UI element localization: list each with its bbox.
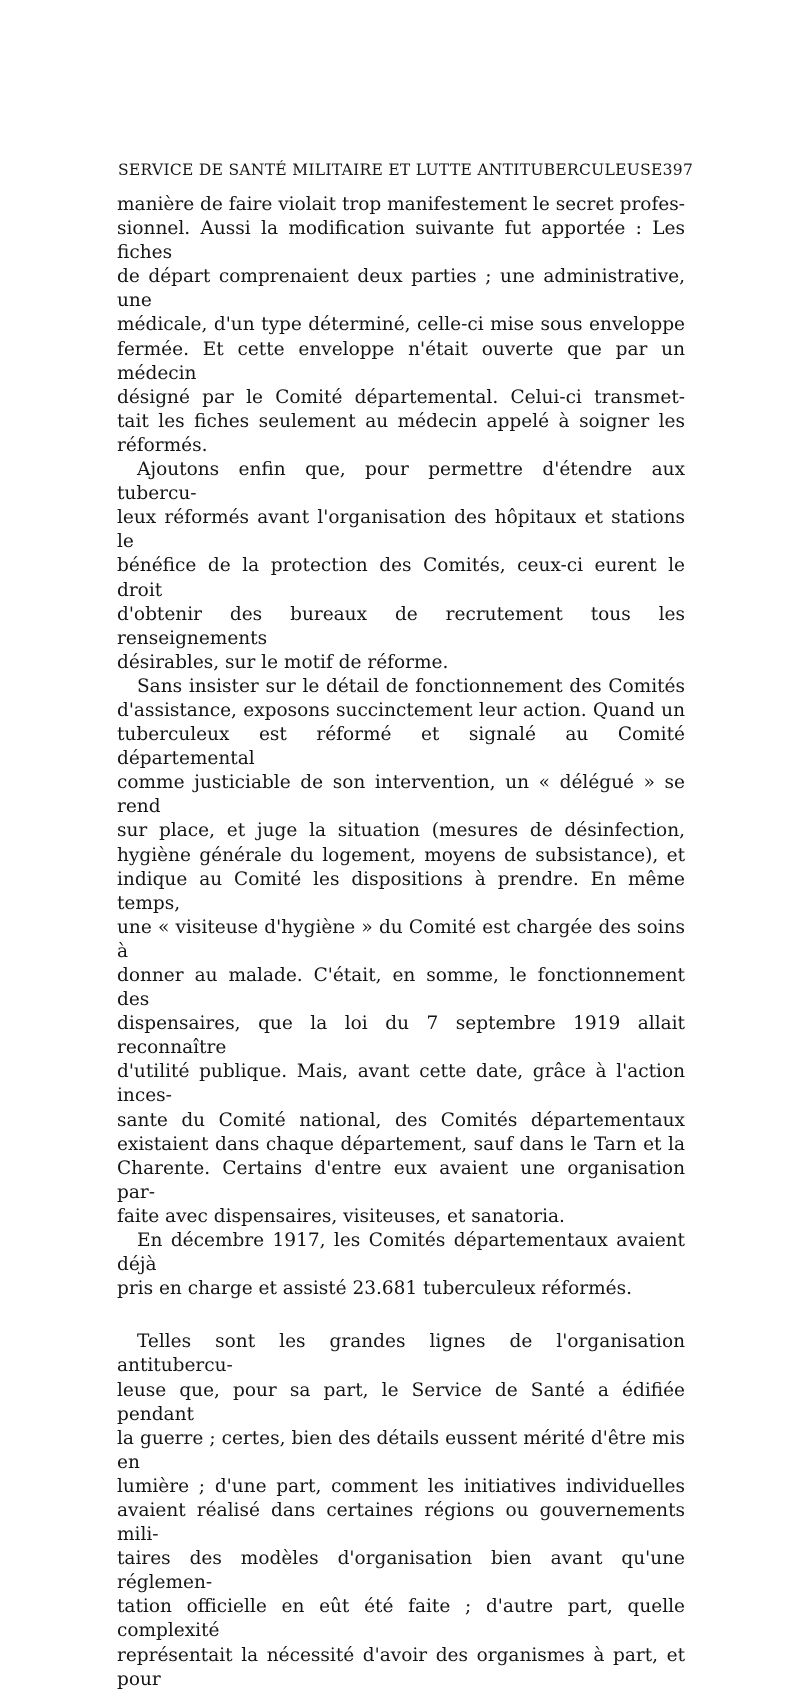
text-line: de départ comprenaient deux parties ; une administrative, une — [117, 266, 685, 312]
text-line: tuberculeux est réformé et signalé au Comité départemental — [117, 724, 685, 770]
text-line: Telles sont les grandes lignes de l'organisation antitubercu- — [117, 1331, 685, 1377]
text-line: leuse que, pour sa part, le Service de Santé a édifiée pendant — [117, 1379, 685, 1425]
text-line: d'obtenir des bureaux de recrutement tous les renseignements — [117, 603, 685, 649]
text-line: En décembre 1917, les Comités départementaux avaient déjà — [117, 1230, 685, 1276]
text-line: représentait la nécessité d'avoir des organismes à part, et pour — [117, 1644, 685, 1690]
text-line: leux réformés avant l'organisation des hôpitaux et stations le — [117, 507, 685, 553]
text-line: désirables, sur le motif de réforme. — [117, 651, 449, 673]
text-line: lumière ; d'une part, comment les initiatives individuelles — [117, 1475, 685, 1497]
text-line: Sans insister sur le détail de fonctionnement des Comités — [137, 675, 685, 697]
paragraph — [117, 1330, 685, 1691]
text-line: d'utilité publique. Mais, avant cette date, grâce à l'action inces- — [117, 1061, 685, 1107]
section-gap — [117, 1301, 685, 1330]
text-line: comme justiciable de son intervention, un « délégué » se rend — [117, 772, 685, 818]
text-line: manière de faire violait trop manifestement le secret profes- — [117, 194, 685, 215]
page-number: 397 — [662, 161, 694, 179]
running-title: SERVICE DE SANTÉ MILITAIRE ET LUTTE ANTITUBERCULEUSE — [118, 161, 663, 179]
text-line: médicale, d'un type déterminé, celle-ci mise sous enveloppe — [117, 314, 685, 336]
text-line: une « visiteuse d'hygiène » du Comité est chargée des soins à — [117, 916, 685, 962]
text-line: réformés. — [117, 434, 208, 456]
paragraph — [117, 458, 685, 675]
text-line: fermée. Et cette enveloppe n'était ouverte que par un médecin — [117, 338, 685, 384]
text-line: Charente. Certains d'entre eux avaient une organisation par- — [117, 1157, 685, 1203]
paragraph — [117, 193, 685, 458]
text-line: sur place, et juge la situation (mesures de désinfection, — [117, 820, 685, 842]
text-line: avaient réalisé dans certaines régions ou gouvernements mili- — [117, 1499, 685, 1546]
text-line: tation officielle en eût été faite ; d'autre part, quelle complexité — [117, 1596, 685, 1642]
text-line: faite avec dispensaires, visiteuses, et sanatoria. — [117, 1205, 565, 1227]
text-line: sante du Comité national, des Comités départementaux — [117, 1109, 685, 1131]
text-line: existaient dans chaque département, sauf dans le Tarn et la — [117, 1133, 685, 1155]
text-line: donner au malade. C'était, en somme, le fonctionnement des — [117, 965, 685, 1011]
text-line: sionnel. Aussi la modification suivante fut apportée : Les fiches — [117, 218, 685, 264]
text-line: Ajoutons enfin que, pour permettre d'étendre aux tubercu- — [117, 459, 685, 505]
body-text — [117, 193, 685, 1692]
text-line: la guerre ; certes, bien des détails eussent mérité d'être mis en — [117, 1427, 685, 1473]
text-line: pris en charge et assisté 23.681 tuberculeux réformés. — [117, 1278, 632, 1300]
running-head — [118, 160, 694, 180]
paragraph — [117, 1229, 685, 1301]
text-line: tait les fiches seulement au médecin appelé à soigner les — [117, 410, 685, 432]
text-line: d'assistance, exposons succinctement leur action. Quand un — [117, 699, 685, 721]
text-line: bénéfice de la protection des Comités, ceux-ci eurent le droit — [117, 555, 685, 601]
text-line: désigné par le Comité départemental. Celui-ci transmet- — [117, 386, 685, 408]
text-line: taires des modèles d'organisation bien avant qu'une réglemen- — [117, 1548, 685, 1594]
text-line: indique au Comité les dispositions à prendre. En même temps, — [117, 868, 685, 914]
text-line: hygiène générale du logement, moyens de subsistance), et — [117, 844, 685, 866]
paragraph — [117, 675, 685, 1229]
text-line: dispensaires, que la loi du 7 septembre 1919 allait reconnaître — [117, 1013, 685, 1059]
